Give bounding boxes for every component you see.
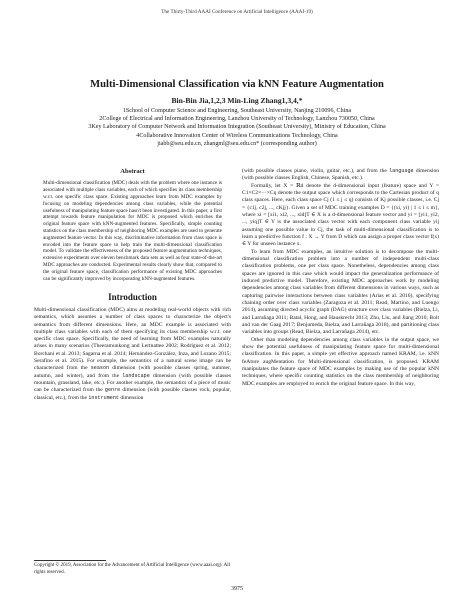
right-paragraph-3: To learn from MDC examples, an intuitive solution is to decompose the multi-dimensional classification problem into a number of independent multi-class classification problems, one per class space. Nonetheless, dependencies among class spaces are ignored in this case which would impact the generalization performance of induced predictive model. Therefore, existing MDC approaches work by modeling dependencies among class variables from different dimensions in various ways, such as capturing pairwise interactions between class variables (Arias et al. 2016), specifying chaining order over class variables (Zaragoza et al. 2011; Read, Martino, and Luengo 2014), assuming directed acyclic graph (DAG) structure over class variables (Bielza, Li, and Larrañaga 2011; Batal, Hong, and Hauskrecht 2013; Zhu, Liu, and Jiang 2016; Bolt and van der Gaag 2017; Benjumeda, Bielza, and Larrañaga 2018), and partitioning class variables into groups (Read, Bielza, and Larrañaga 2014), etc. [242, 248, 439, 336]
abstract-text: Multi-dimensional classification (MDC) deals with the problem where one instance is associated with multiple class variables, each of which specifies its class membership w.r.t. one specific class space. Existing approaches learn from MDC examples by focusing on modeling dependencies among class variables, while the potential usefulness of manipulating feature space hasn't been investigated. In this paper, a first attempt towards feature manipulation for MDC is proposed which enriches the original feature space with kNN-augmented features. Specifically, simple counting statistics on the class membership of neighboring MDC examples are used to generate augmented feature vector. In this way, discriminative information from class space is encoded into the feature space to help train the multi-dimensional classification model. To validate the effectiveness of the proposed feature augmentation techniques, extensive experiments over eleven benchmark data sets as well as four state-of-the-art MDC approaches are conducted. Experimental results clearly show that, compared to the original feature space, classification performance of existing MDC approaches can be significantly improved by incorporating kNN-augmented features. [43, 180, 222, 282]
author-emails: jiabb@seu.edu.cn, zhangml@seu.edu.cn* (corresponding author) [157, 140, 317, 147]
affiliation-1: 1School of Computer Science and Engineering, Southeast University, Nanjing 210096, China [122, 108, 352, 114]
venue-header: The Thirty-Third AAAI Conference on Artificial Intelligence (AAAI-19) [161, 9, 313, 15]
right-column [242, 168, 439, 388]
intro-text-a: Multi-dimensional classification (MDC) aims at modeling real-world objects with rich semantics, which assumes a number of class spaces to characterize the object's semantics from different dimensions. Here, an MDC example is associated with multiple class variables with each of them specifying its class membership w.r.t. one specific class space. Specifically, the need of learning from MDC examples naturally arises in many scenarios (Theeramunkong and Lertnattee 2002; Rodríguez et al. 2012; Borchani et al. 2013; Sagarna et al. 2014; Hernández-González, Inza, and Lozano 2015; Serafino et al. 2015). For example, the semantics of a natural scene image can be characterized from the [34, 306, 231, 372]
paper-title: Multi-Dimensional Classification via kNN Feature Augmentation [90, 79, 384, 90]
affiliation-4: 4Collaborative Innovation Center of Wireless Communications Technology, China [136, 132, 338, 139]
intro-text-e: dimension [118, 394, 144, 401]
right-text-b: dimension (with possible classes English, Chinese, Spanish, etc.). [242, 168, 439, 182]
affiliation-2: 2College of Electrical and Information Engineering, Lanzhou University of Technology, Lanzhou 730050, China [99, 116, 375, 123]
right-text-a: (with possible classes piano, violin, guitar, etc.), and from the [242, 168, 390, 174]
footnote-divider [34, 560, 106, 561]
page-number: 3975 [231, 586, 243, 592]
intro-text-b: dimension (with possible classes spring, summer, autumn, and winter), and from the [34, 365, 231, 379]
affiliation-3: 3Key Laboratory of Computer Network and Information Integration (Southeast University), Ministry of Education, China [88, 124, 386, 131]
left-column [34, 168, 231, 402]
code-season: season [90, 365, 110, 372]
copyright-footnote: Copyright © 2019, Association for the Advancement of Artificial Intelligence (www.aaai.org). All rights reserved. [34, 563, 230, 575]
intro-text-d: dimension (with possible classes rock, popular, classical, etc.), from the [34, 387, 232, 401]
intro-paragraph-1 [34, 307, 231, 402]
abstract-heading: Abstract [120, 168, 145, 175]
introduction-heading: Introduction [108, 291, 157, 302]
code-language: language [389, 168, 414, 174]
affiliations [20, 107, 454, 148]
code-landscape: landscape [122, 372, 150, 379]
right-paragraph-2: Formally, let X = ℝd denote the d-dimensional input (feature) space and Y = C1×C2×···×Cq denote the output space which corresponds to the Cartesian product of q class spaces. Here, each class space Cj (1 ≤ j ≤ q) consists of Kj possible classes, i.e. Cj = {c1j, c2j, ..., cKjj}. Given a set of MDC training examples D = {(xi, yi) | 1 ≤ i ≤ m}, where xi = [xi1, xi2, ..., xid]T ∈ X is a d-dimensional feature vector and yi = [yi1, yi2, ..., yiq]T ∈ Y is the associated class vector with each component class variable yij assuming one possible value in Cj, the task of multi-dimensional classification is to learn a predictive function f : X → Y from D which can assign a proper class vector f(x) ∈ Y for unseen instance x. [242, 182, 439, 248]
right-paragraph-1 [242, 168, 439, 183]
right-paragraph-4: Other than modeling dependencies among class variables in the output space, we show the potential usefulness of manipulating feature space for multi-dimensional classification. In this paper, a simple yet effective approach named KRAM, i.e. kNN feAture augMentation for Multi-dimensional classification, is proposed. KRAM manipulates the feature space of MDC examples by making use of the popular kNN techniques, where specific counting statistics on the class membership of neighboring MDC examples are employed to enrich the original feature space. In this way, [242, 336, 439, 387]
author-line: Bin-Bin Jia,1,2,3 Min-Ling Zhang1,3,4,* [171, 96, 303, 105]
intro-text-c: dimension (with possible classes mountain, grassland, lake, etc.). For another example, the semantics of a piece of music can be characterized from the [34, 372, 231, 394]
code-genre: genre [104, 387, 121, 394]
code-instrument: instrument [88, 394, 119, 401]
